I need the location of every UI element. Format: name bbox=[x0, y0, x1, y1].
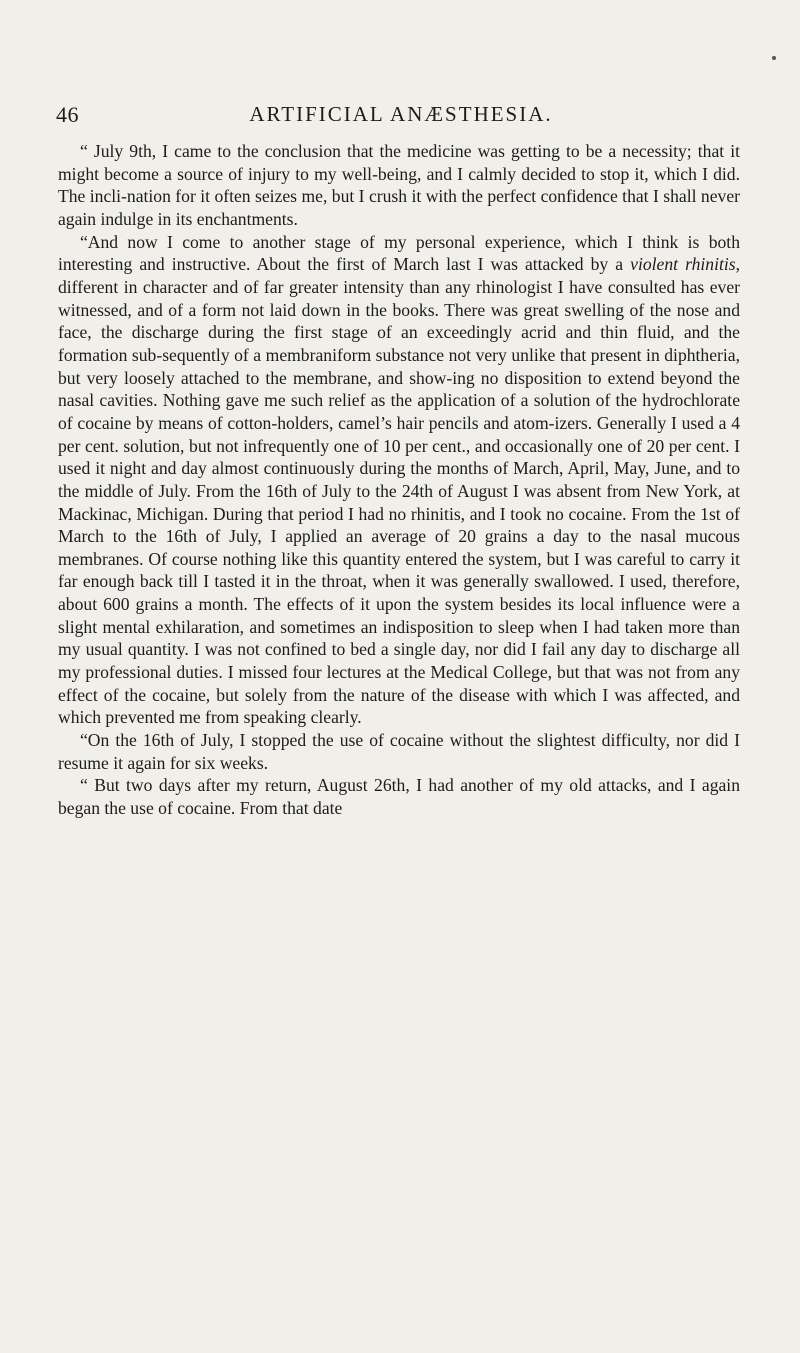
paragraph bbox=[58, 729, 740, 774]
page-header bbox=[56, 102, 746, 132]
paragraph-text: “On the 16th of July, I stopped the use of cocaine without the slightest difficulty, nor did I resume it again for six weeks. bbox=[58, 730, 740, 773]
paragraph-text: “And now I come to another stage of my personal experience, which I think is both interesting and instructive. About the first of March last I was attacked by a bbox=[58, 231, 740, 275]
paragraph bbox=[58, 231, 740, 729]
paragraph bbox=[58, 774, 740, 819]
page-number: 46 bbox=[56, 102, 79, 127]
italic-term: violent rhinitis bbox=[630, 254, 736, 275]
paragraph-text: “ July 9th, I came to the conclusion that the medicine was getting to be a necessity; that it might become a source of injury to my well-being, and I calmly decided to stop it, which I did. The incli-nation for it often seizes me, but I crush it with the perfect confidence that I shall never again indulge in its enchantments. bbox=[58, 141, 740, 229]
paragraph-text: , different in character and of far greater intensity than any rhinologist I have consulted has ever witnessed, and of a form not laid down in the books. There was great swelling of the nose and face, the discharge during the first stage of an exceedingly acrid and thin fluid, and the formation sub-sequently of a membraniform substance not very unlike that present in diphtheria, but very loosely attached to the membrane, and show-ing no disposition to extend beyond the nasal cavities. Nothing gave me such relief as the application of a solution of the hydrochlorate of cocaine by means of cotton-holders, camel’s hair pencils and atom-izers. Generally I used a 4 per cent. solution, but not infrequently one of 10 per cent., and occasionally one of 20 per cent. I used it night and day almost continuously during the months of March, April, May, June, and to the middle of July. From the 16th of July to the 24th of August I was absent from New York, at Mackinac, Michigan. During that period I had no rhinitis, and I took no cocaine. From the 1st of March to the 16th of July, I applied an average of 20 grains a day to the nasal mucous membranes. Of course nothing like this quantity entered the system, but I was careful to carry it far enough back till I tasted it in the throat, when it was generally swallowed. I used, therefore, about 600 grains a month. The effects of it upon the system besides its local influence were a slight mental exhilaration, and sometimes an indisposition to sleep when I had taken more than my usual quantity. I was not confined to bed a single day, nor did I fail any day to discharge all my professional duties. I missed four lectures at the Medical College, but that was not from any effect of the cocaine, but solely from the nature of the disease with which I was affected, and which prevented me from speaking clearly. bbox=[58, 254, 740, 728]
running-head: ARTIFICIAL ANÆSTHESIA. bbox=[249, 102, 553, 126]
paragraph-text: “ But two days after my return, August 26th, I had another of my old attacks, and I again began the use of cocaine. From that date bbox=[58, 775, 740, 819]
margin-dot bbox=[772, 56, 776, 60]
paragraph bbox=[58, 140, 740, 231]
body-text bbox=[58, 140, 740, 820]
